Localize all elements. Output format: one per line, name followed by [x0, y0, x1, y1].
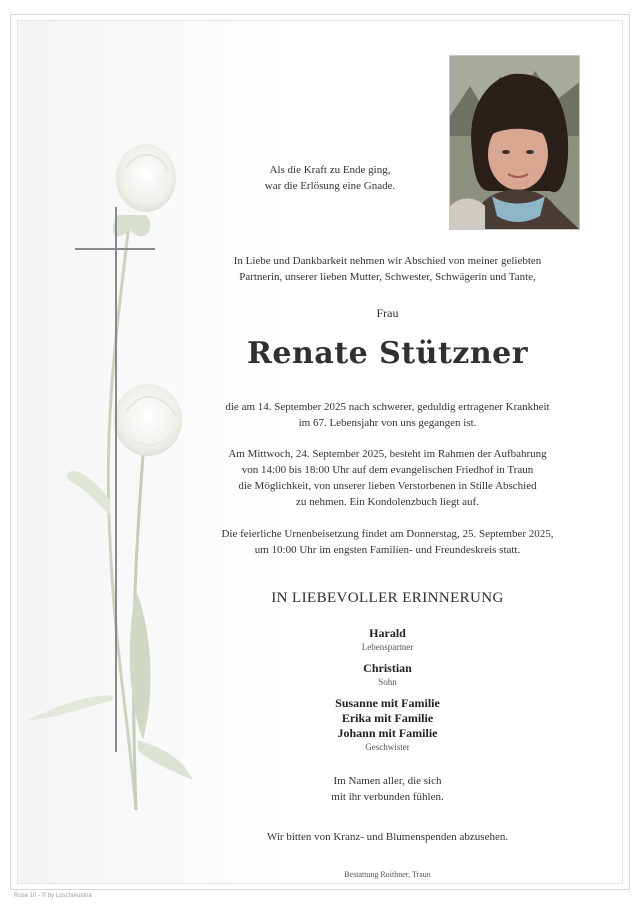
- death-text: [180, 399, 595, 431]
- mourner-susanne: Susanne mit Familie: [335, 696, 440, 710]
- flowers-request: Wir bitten von Kranz- und Blumenspenden abzusehen.: [266, 831, 509, 843]
- viewing-text: [180, 446, 595, 510]
- mourner-christian: Christian: [363, 661, 412, 675]
- portrait-image: [450, 56, 580, 230]
- intro-text: [180, 253, 595, 285]
- mourner-johann: Johann mit Familie: [337, 726, 438, 740]
- mourners-list: [180, 626, 595, 753]
- relation-son: Sohn: [378, 677, 397, 687]
- deceased-name: Renate Stützner: [246, 336, 529, 371]
- intro-line-1: In Liebe und Dankbarkeit nehmen wir Abschied von meiner geliebten: [233, 255, 542, 267]
- intro-line-2: Partnerin, unserer lieben Mutter, Schwester, Schwägerin und Tante,: [239, 271, 536, 283]
- cross-horizontal: [75, 248, 155, 250]
- death-line-1: die am 14. September 2025 nach schwerer, geduldig ertragener Krankheit: [225, 401, 550, 413]
- image-credit: Rose 10 - © by LoschiAustria: [14, 893, 92, 899]
- closing-line-1: Im Namen aller, die sich: [333, 775, 442, 787]
- urn-text: [180, 526, 595, 558]
- viewing-line-2: von 14:00 bis 18:00 Uhr auf dem evangelischen Friedhof in Traun: [241, 464, 534, 476]
- mourner-harald: Harald: [369, 626, 406, 640]
- quote: [230, 162, 430, 194]
- portrait-photo: [449, 55, 580, 230]
- quote-line-1: Als die Kraft zu Ende ging,: [269, 164, 391, 176]
- viewing-line-3: die Möglichkeit, von unserer lieben Verstorbenen in Stille Abschied: [238, 480, 537, 492]
- closing-text: [180, 773, 595, 805]
- memory-heading: IN LIEBEVOLLER ERINNERUNG: [271, 590, 504, 606]
- relation-siblings: Geschwister: [365, 742, 410, 752]
- closing-line-2: mit ihr verbunden fühlen.: [331, 791, 444, 803]
- viewing-line-4: zu nehmen. Ein Kondolenzbuch liegt auf.: [296, 496, 479, 508]
- urn-line-1: Die feierliche Urnenbeisetzung findet am Donnerstag, 25. September 2025,: [221, 528, 554, 540]
- mourner-erika: Erika mit Familie: [341, 711, 434, 725]
- funeral-home: Bestattung Roithner, Traun: [344, 870, 431, 879]
- relation-partner: Lebenspartner: [361, 642, 414, 652]
- viewing-line-1: Am Mittwoch, 24. September 2025, besteht im Rahmen der Aufbahrung: [228, 448, 547, 460]
- salutation: Frau: [376, 306, 399, 320]
- quote-line-2: war die Erlösung eine Gnade.: [264, 180, 396, 192]
- cross-vertical: [115, 207, 117, 752]
- death-line-2: im 67. Lebensjahr von uns gegangen ist.: [298, 417, 477, 429]
- urn-line-2: um 10:00 Uhr im engsten Familien- und Freundeskreis statt.: [254, 544, 521, 556]
